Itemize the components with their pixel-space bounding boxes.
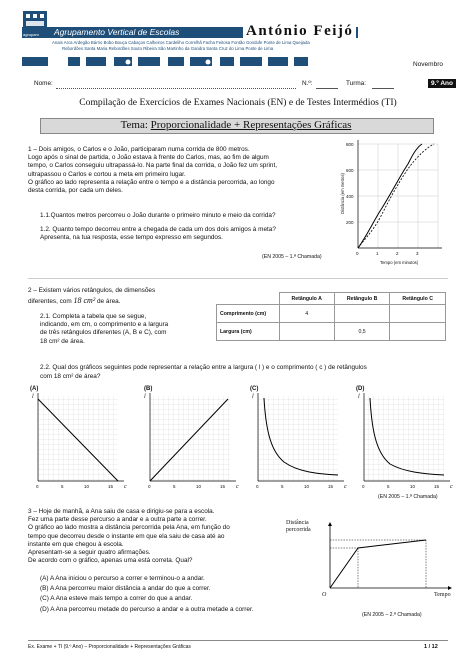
option-b[interactable]: (B) A Ana percorreu maior distância a andar do que a correr. — [40, 585, 211, 593]
table-row-label: Largura (cm) — [217, 323, 280, 341]
q3-origin: O — [322, 592, 327, 598]
tick: 15 — [434, 484, 440, 489]
q3-options — [40, 575, 340, 614]
tick: 5 — [387, 484, 390, 489]
tick: 5 — [281, 484, 284, 489]
tick: 0 — [256, 484, 259, 489]
class-field[interactable] — [372, 88, 394, 89]
q3-source: (EN 2005 – 2.ª Chamada) — [362, 612, 422, 618]
option-a[interactable]: (A) A Ana iniciou o percurso a correr e terminou-o a andar. — [40, 575, 205, 582]
q2-1-line: 2.1. Completa a tabela que se segue, — [40, 313, 147, 320]
q1-xtick: 2 — [396, 251, 399, 256]
table-cell[interactable]: 4 — [279, 305, 334, 323]
graph-c[interactable] — [258, 393, 344, 481]
graph-d-yaxis: l — [358, 394, 360, 400]
tick: 0 — [362, 484, 365, 489]
q1-line: ultrapassou o Carlos e cortou a meta em primeiro lugar. — [28, 170, 186, 178]
graph-a-yaxis: l — [32, 394, 34, 400]
q3-ylabel-1: Distância — [286, 520, 309, 526]
q2-1-line: indicando, em cm, o comprimento e a largura — [40, 321, 169, 329]
tick: 10 — [304, 484, 310, 489]
q2-2b: com 18 cm² de área? — [40, 373, 101, 380]
q1-ytick: 200 — [346, 220, 354, 225]
number-field[interactable] — [316, 88, 338, 89]
option-c[interactable]: (C) A Ana esteve mais tempo a correr do que a andar. — [40, 595, 193, 603]
tick: 15 — [108, 484, 114, 489]
q1-xtick: 1 — [376, 251, 379, 256]
rectangles-table — [216, 292, 446, 341]
tick: 0 — [36, 484, 39, 489]
tick: 10 — [410, 484, 416, 489]
name-field[interactable] — [56, 88, 296, 89]
q2-intro-a: 2 – Existem vários retângulos, de dimensões — [28, 287, 156, 294]
q2-1-line: 18 cm² de área. — [40, 337, 85, 345]
q3-line: 3 – Hoje de manhã, a Ana saiu de casa e dirigiu-se para a escola. — [28, 508, 215, 515]
q3-line: instante em que chegou à escola. — [28, 540, 124, 548]
q1-1: 1.1.Quantos metros percorreu o João durante o primeiro minuto e meio da corrida? — [40, 212, 276, 219]
q2-graphs — [28, 384, 458, 496]
q2-1-line: de três retângulos diferentes (A, B e C), com — [40, 329, 167, 337]
tick: 15 — [220, 484, 226, 489]
q3-line: O gráfico ao lado mostra a distância percorrida pela Ana, em função do — [28, 524, 230, 532]
q1-graph — [338, 136, 448, 270]
theme-prefix: Tema: — [120, 119, 148, 131]
number-label: N.º: — [302, 80, 313, 87]
q3-line: tempo que decorreu desde o instante em que ela saiu de casa até ao — [28, 532, 225, 540]
graph-b-yaxis: l — [144, 394, 146, 400]
footer-rule — [28, 640, 448, 641]
q1-line: desta corrida, por cada um deles. — [28, 187, 123, 195]
table-row-label: Comprimento (cm) — [217, 305, 280, 323]
table-row — [217, 305, 446, 323]
table-cell[interactable] — [390, 305, 446, 323]
q1-ytick: 400 — [346, 194, 354, 199]
table-header: Retângulo B — [334, 293, 390, 305]
table-cell[interactable] — [390, 323, 446, 341]
q3-line: Apresentam-se a seguir quatro afirmações. — [28, 549, 151, 557]
q2-intro-b — [28, 297, 120, 306]
theme-line — [40, 118, 432, 132]
q1-xtick: 0 — [356, 251, 359, 256]
graph-b-xaxis: c — [236, 484, 239, 490]
q1-ytick: 600 — [346, 168, 354, 173]
graph-d[interactable] — [364, 393, 450, 481]
graph-b-label: (B) — [144, 386, 153, 392]
school-group: Agrupamento Vertical de Escolas — [54, 27, 180, 37]
address-line-1: Anais Arca Ardegão Bárrio Bobo Bouça Cabaços Calheiros Cardeliho Correlhã Facha Feitosa Fontão Gondufe Ponte de Lima Queijada — [52, 40, 310, 45]
table-cell[interactable]: 0,5 — [334, 323, 390, 341]
option-d[interactable]: (D) A Ana percorreu metade do percurso a andar e a outra metade a correr. — [40, 605, 254, 613]
q2-2a: 2.2. Qual dos gráficos seguintes pode representar a relação entre a largura ( l ) e o comprimento ( c ) de retângulos — [40, 364, 367, 371]
q2-intro-b-text: diferentes, com — [28, 298, 72, 305]
q1-ytick: 800 — [346, 142, 354, 147]
table-corner — [217, 293, 280, 305]
q2-1-text — [40, 313, 210, 346]
q2-source: (EN 2005 – 1.ª Chamada) — [378, 494, 438, 500]
graph-d-xaxis: c — [450, 484, 453, 490]
q3-ylabel-2: percorrida — [286, 527, 311, 533]
table-cell[interactable] — [279, 323, 334, 341]
page-number: 1 / 12 — [424, 644, 438, 650]
tick: 0 — [148, 484, 151, 489]
name-label: Nome: — [34, 80, 53, 87]
q1-ylabel: Distância (em metros) — [340, 173, 345, 214]
graph-c-label: (C) — [250, 386, 259, 392]
q1-line: Logo após o sinal de partida, o João estava à frente do Carlos, mas, ao fim de algum — [28, 154, 269, 162]
graph-b[interactable] — [150, 393, 236, 481]
table-header: Retângulo C — [390, 293, 446, 305]
q1-2b: Apresenta, na tua resposta, esse tempo expresso em segundos. — [40, 234, 223, 241]
graph-a-label: (A) — [30, 386, 39, 392]
graph-d-label: (D) — [356, 386, 365, 392]
logo-caption: agrupam — [23, 32, 39, 37]
q3-xlabel: Tempo — [434, 592, 451, 598]
q3-graph — [286, 520, 456, 598]
graph-a-xaxis: c — [124, 484, 127, 490]
q2-intro-c: de área. — [97, 298, 121, 305]
q3-text — [28, 508, 308, 565]
q1-line: 1 – Dois amigos, o Carlos e o João, participaram numa corrida de 800 metros. — [28, 146, 250, 153]
q1-2a: 1.2. Quanto tempo decorreu entre a chegada de cada um dos dois amigos à meta? — [40, 226, 276, 233]
month-label: Novembro — [413, 61, 443, 68]
class-label: Turma: — [346, 80, 367, 87]
table-header: Retângulo A — [279, 293, 334, 305]
address-line-2: Rebordões Santa Maria Rebordões Souto Ribeira São Martinho da Gandra Santa Cruz do Lima Ponte de Lima — [62, 46, 274, 51]
table-cell[interactable] — [334, 305, 390, 323]
q1-xtick: 3 — [416, 251, 419, 256]
table-header-row — [217, 293, 446, 305]
divider — [28, 278, 448, 279]
document-title: Compilação de Exercícios de Exames Nacionais (EN) e de Testes Intermédios (TI) — [79, 97, 397, 108]
tick: 15 — [328, 484, 334, 489]
tick: 10 — [196, 484, 202, 489]
graph-c-xaxis: c — [344, 484, 347, 490]
q1-xlabel: Tempo (em minutos) — [380, 260, 419, 265]
q1-source: (EN 2005 – 1.ª Chamada) — [262, 254, 322, 260]
q3-line: De acordo com o gráfico, apenas uma está correta. Qual? — [28, 557, 193, 565]
q1-line: O gráfico ao lado representa a relação entre o tempo e a distância percorrida, ao longo — [28, 178, 275, 186]
graph-c-yaxis: l — [252, 394, 254, 400]
theme-title: Proporcionalidade + Representações Gráficas — [150, 119, 352, 131]
graph-a[interactable] — [38, 393, 124, 481]
q1-text — [28, 146, 348, 195]
tick: 10 — [84, 484, 90, 489]
q2-area: 18 cm² — [73, 296, 96, 305]
q3-line: Fez uma parte desse percurso a andar e a outra parte a correr. — [28, 516, 207, 524]
q1-line: tempo, o Carlos conseguiu ultrapassá-lo. Na parte final da corrida, o João fez um sprint, — [28, 162, 278, 170]
tick: 5 — [173, 484, 176, 489]
tick: 5 — [61, 484, 64, 489]
header-decoration — [22, 53, 382, 62]
footer-text: Ex. Exame + TI (9.º Ano) – Proporcionalidade + Representações Gráficas — [28, 644, 191, 650]
school-name: António Feijó — [243, 23, 356, 40]
year-badge: 9.º Ano — [428, 79, 456, 88]
table-row — [217, 323, 446, 341]
